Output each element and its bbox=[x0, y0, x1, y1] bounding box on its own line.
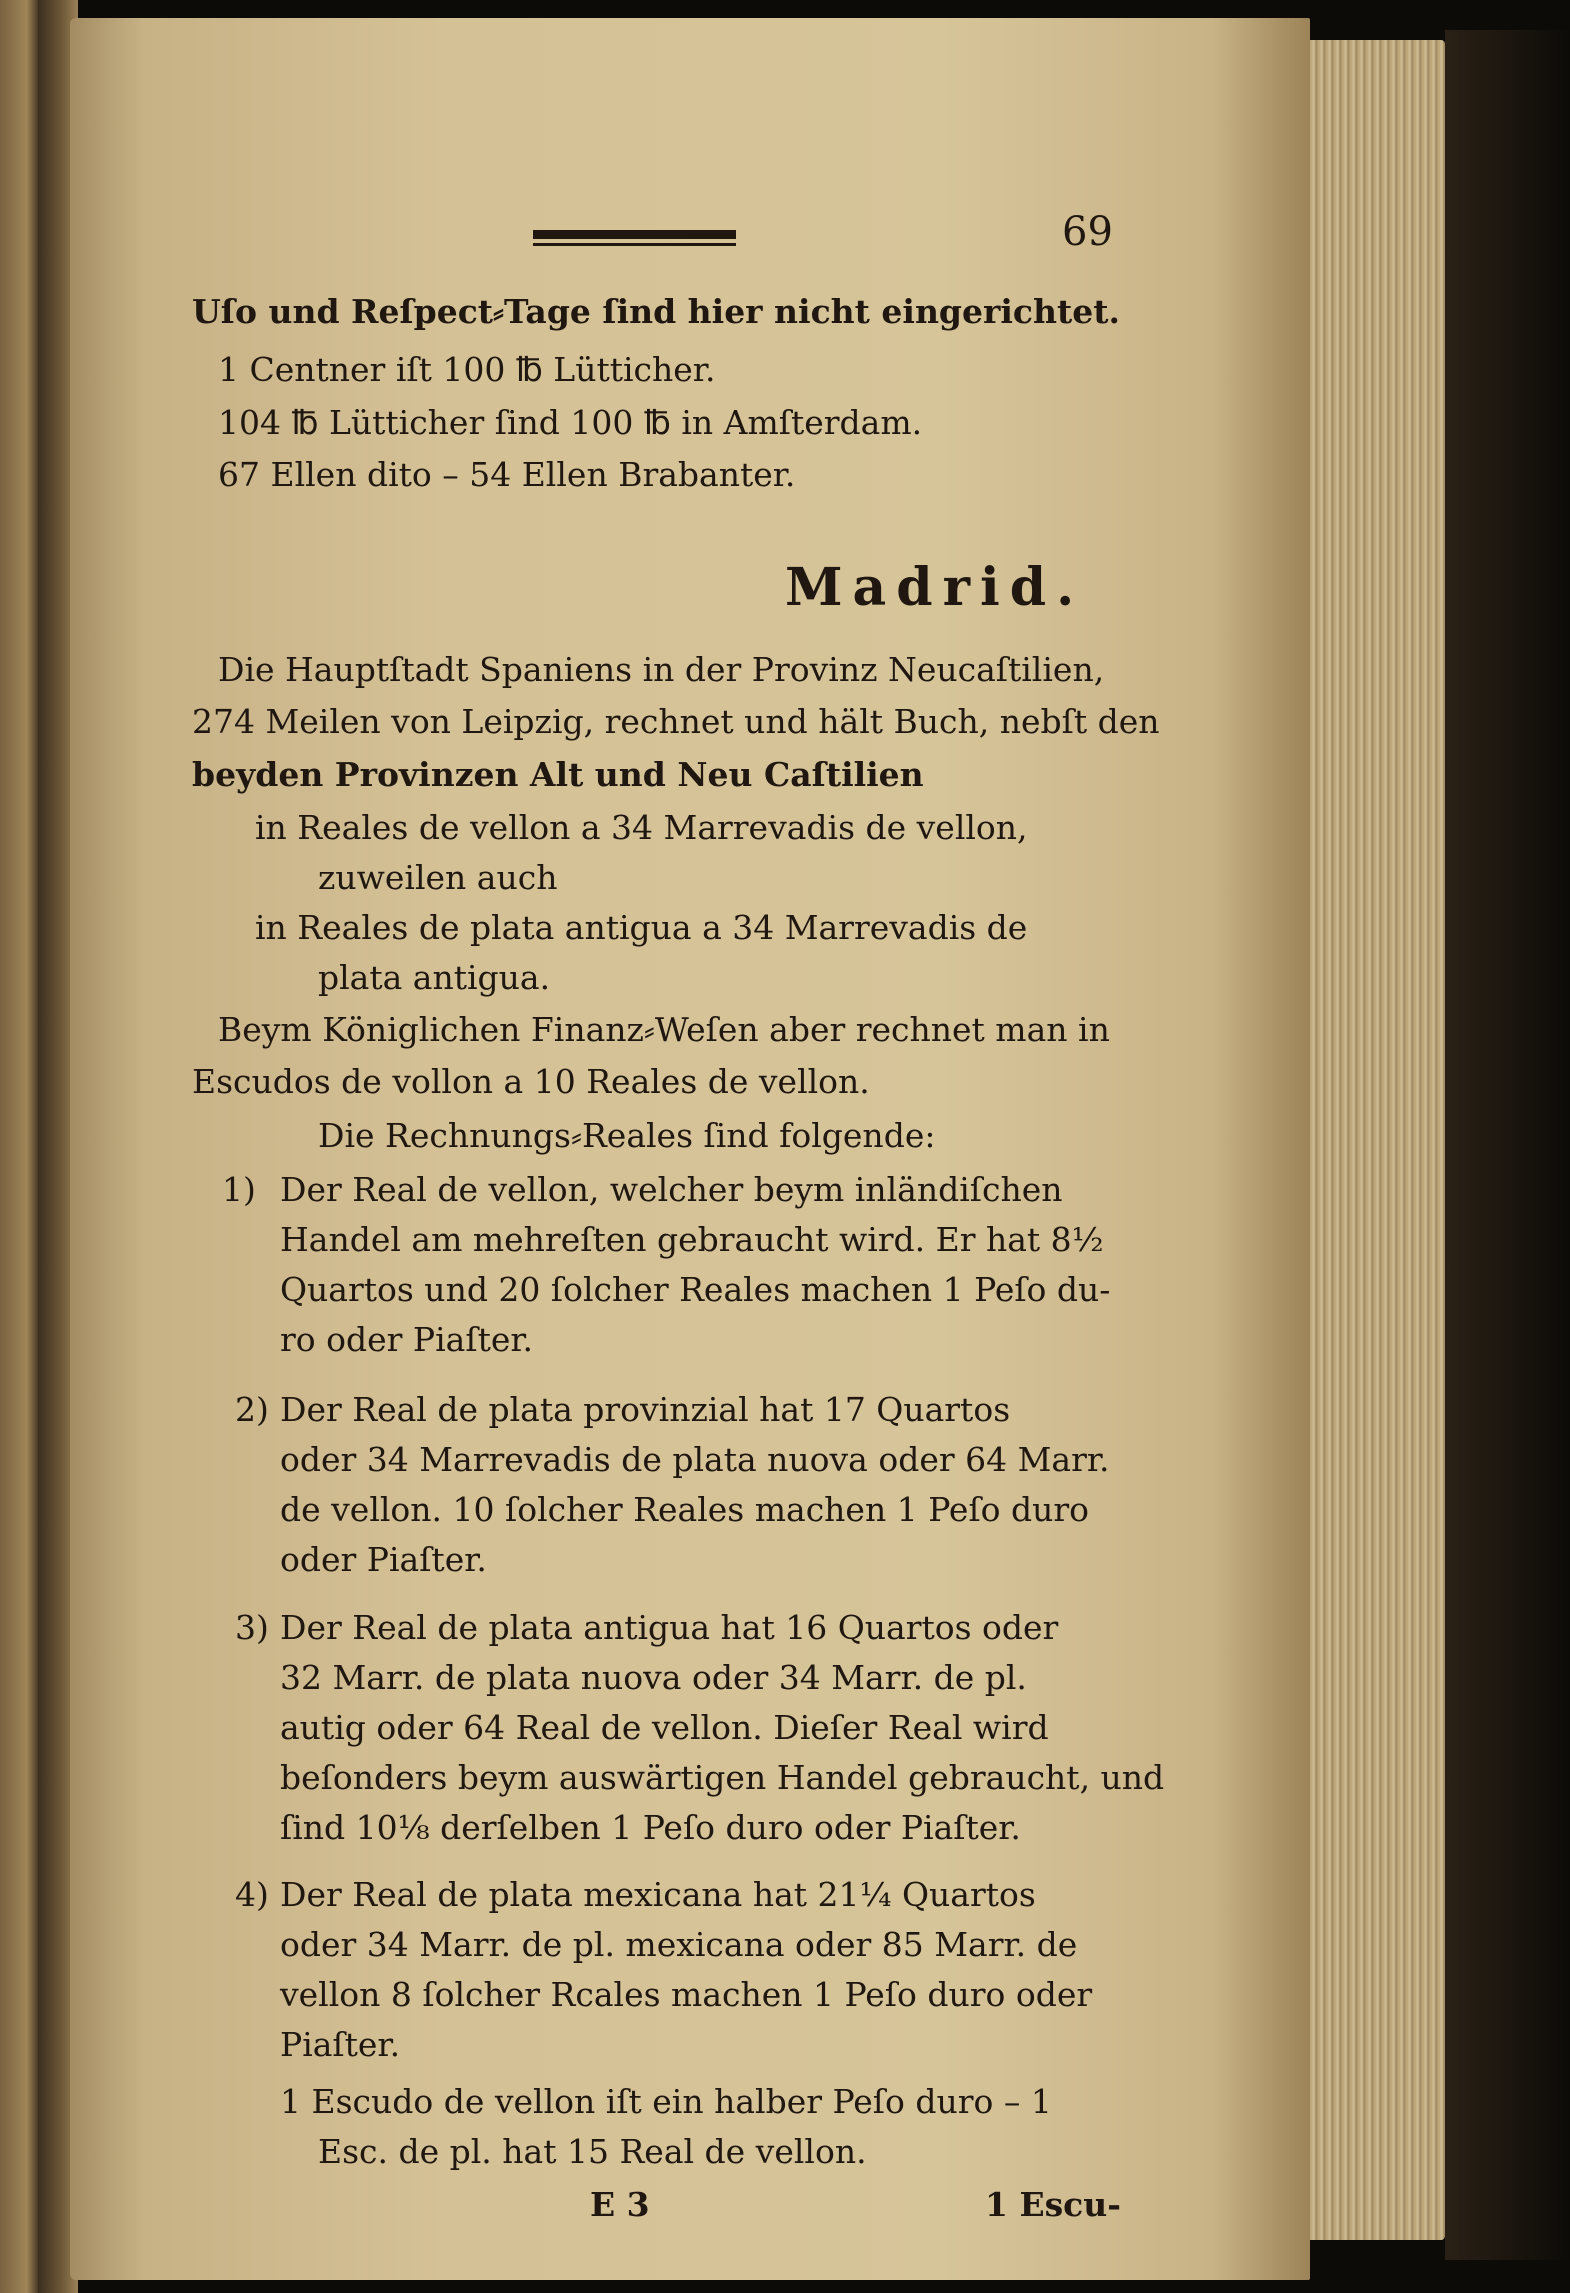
header-rule bbox=[533, 230, 736, 239]
list-line: oder 34 Marr. de pl. mexicana oder 85 Marr. de bbox=[280, 1925, 1078, 1964]
list-line: Der Real de plata antigua hat 16 Quartos oder bbox=[280, 1608, 1059, 1647]
intro-line: 104 ℔ Lütticher ſind 100 ℔ in Amſterdam. bbox=[218, 403, 923, 442]
list-line: Quartos und 20 ſolcher Reales machen 1 Peſo du- bbox=[280, 1270, 1111, 1309]
list-line: autig oder 64 Real de vellon. Dieſer Real wird bbox=[280, 1708, 1049, 1747]
paragraph-line: Beym Königlichen Finanz⸗Weſen aber rechnet man in bbox=[218, 1010, 1110, 1049]
intro-line: 1 Centner iſt 100 ℔ Lütticher. bbox=[218, 350, 716, 389]
list-number: 1) bbox=[222, 1170, 256, 1209]
paragraph-line: 274 Meilen von Leipzig, rechnet und hält Buch, nebſt den bbox=[192, 702, 1160, 741]
list-line: Der Real de vellon, welcher beym inländiſchen bbox=[280, 1170, 1063, 1209]
page-number: 69 bbox=[1062, 209, 1113, 255]
currency-line: in Reales de vellon a 34 Marrevadis de vellon, bbox=[255, 808, 1028, 847]
list-number: 3) bbox=[235, 1608, 269, 1647]
list-line: oder Piaſter. bbox=[280, 1540, 487, 1579]
page-edge-stack bbox=[1295, 40, 1445, 2240]
list-line: de vellon. 10 ſolcher Reales machen 1 Peſo duro bbox=[280, 1490, 1090, 1529]
closing-line: 1 Escudo de vellon iſt ein halber Peſo duro – 1 bbox=[280, 2082, 1052, 2121]
currency-line: zuweilen auch bbox=[318, 858, 558, 897]
paragraph-line: Die Rechnungs⸗Reales ſind folgende: bbox=[318, 1116, 936, 1155]
list-number: 2) bbox=[235, 1390, 269, 1429]
list-line: Der Real de plata provinzial hat 17 Quartos bbox=[280, 1390, 1011, 1429]
currency-line: plata antigua. bbox=[318, 958, 551, 997]
paragraph-line: Escudos de vollon a 10 Reales de vellon. bbox=[192, 1062, 870, 1101]
list-line: oder 34 Marrevadis de plata nuova oder 64 Marr. bbox=[280, 1440, 1110, 1479]
list-line: Piaſter. bbox=[280, 2025, 401, 2064]
section-heading: Madrid. bbox=[785, 557, 1085, 618]
list-line: 32 Marr. de plata nuova oder 34 Marr. de pl. bbox=[280, 1658, 1027, 1697]
currency-line: in Reales de plata antigua a 34 Marrevadis de bbox=[255, 908, 1028, 947]
header-rule-thin bbox=[533, 243, 736, 246]
intro-line: Uſo und Reſpect⸗Tage ſind hier nicht eingerichtet. bbox=[192, 292, 1120, 331]
intro-line: 67 Ellen dito – 54 Ellen Brabanter. bbox=[218, 455, 796, 494]
paragraph-line: Die Hauptſtadt Spaniens in der Provinz Neucaſtilien, bbox=[218, 650, 1105, 689]
list-line: beſonders beym auswärtigen Handel gebraucht, und bbox=[280, 1758, 1165, 1797]
list-line: ro oder Piaſter. bbox=[280, 1320, 533, 1359]
signature-mark: E 3 bbox=[590, 2185, 650, 2224]
closing-line: Esc. de pl. hat 15 Real de vellon. bbox=[318, 2132, 867, 2171]
list-line: vellon 8 ſolcher Rcales machen 1 Peſo duro oder bbox=[280, 1975, 1093, 2014]
paragraph-line: beyden Provinzen Alt und Neu Caſtilien bbox=[192, 755, 924, 794]
list-line: Handel am mehreſten gebraucht wird. Er hat 8½ bbox=[280, 1220, 1104, 1259]
left-page-edge bbox=[0, 0, 38, 2293]
list-number: 4) bbox=[235, 1875, 269, 1914]
background-shadow bbox=[1445, 30, 1570, 2260]
catchword: 1 Escu- bbox=[985, 2185, 1121, 2224]
list-line: ſind 10⅛ derſelben 1 Peſo duro oder Piaſter. bbox=[280, 1808, 1021, 1847]
list-line: Der Real de plata mexicana hat 21¼ Quartos bbox=[280, 1875, 1036, 1914]
